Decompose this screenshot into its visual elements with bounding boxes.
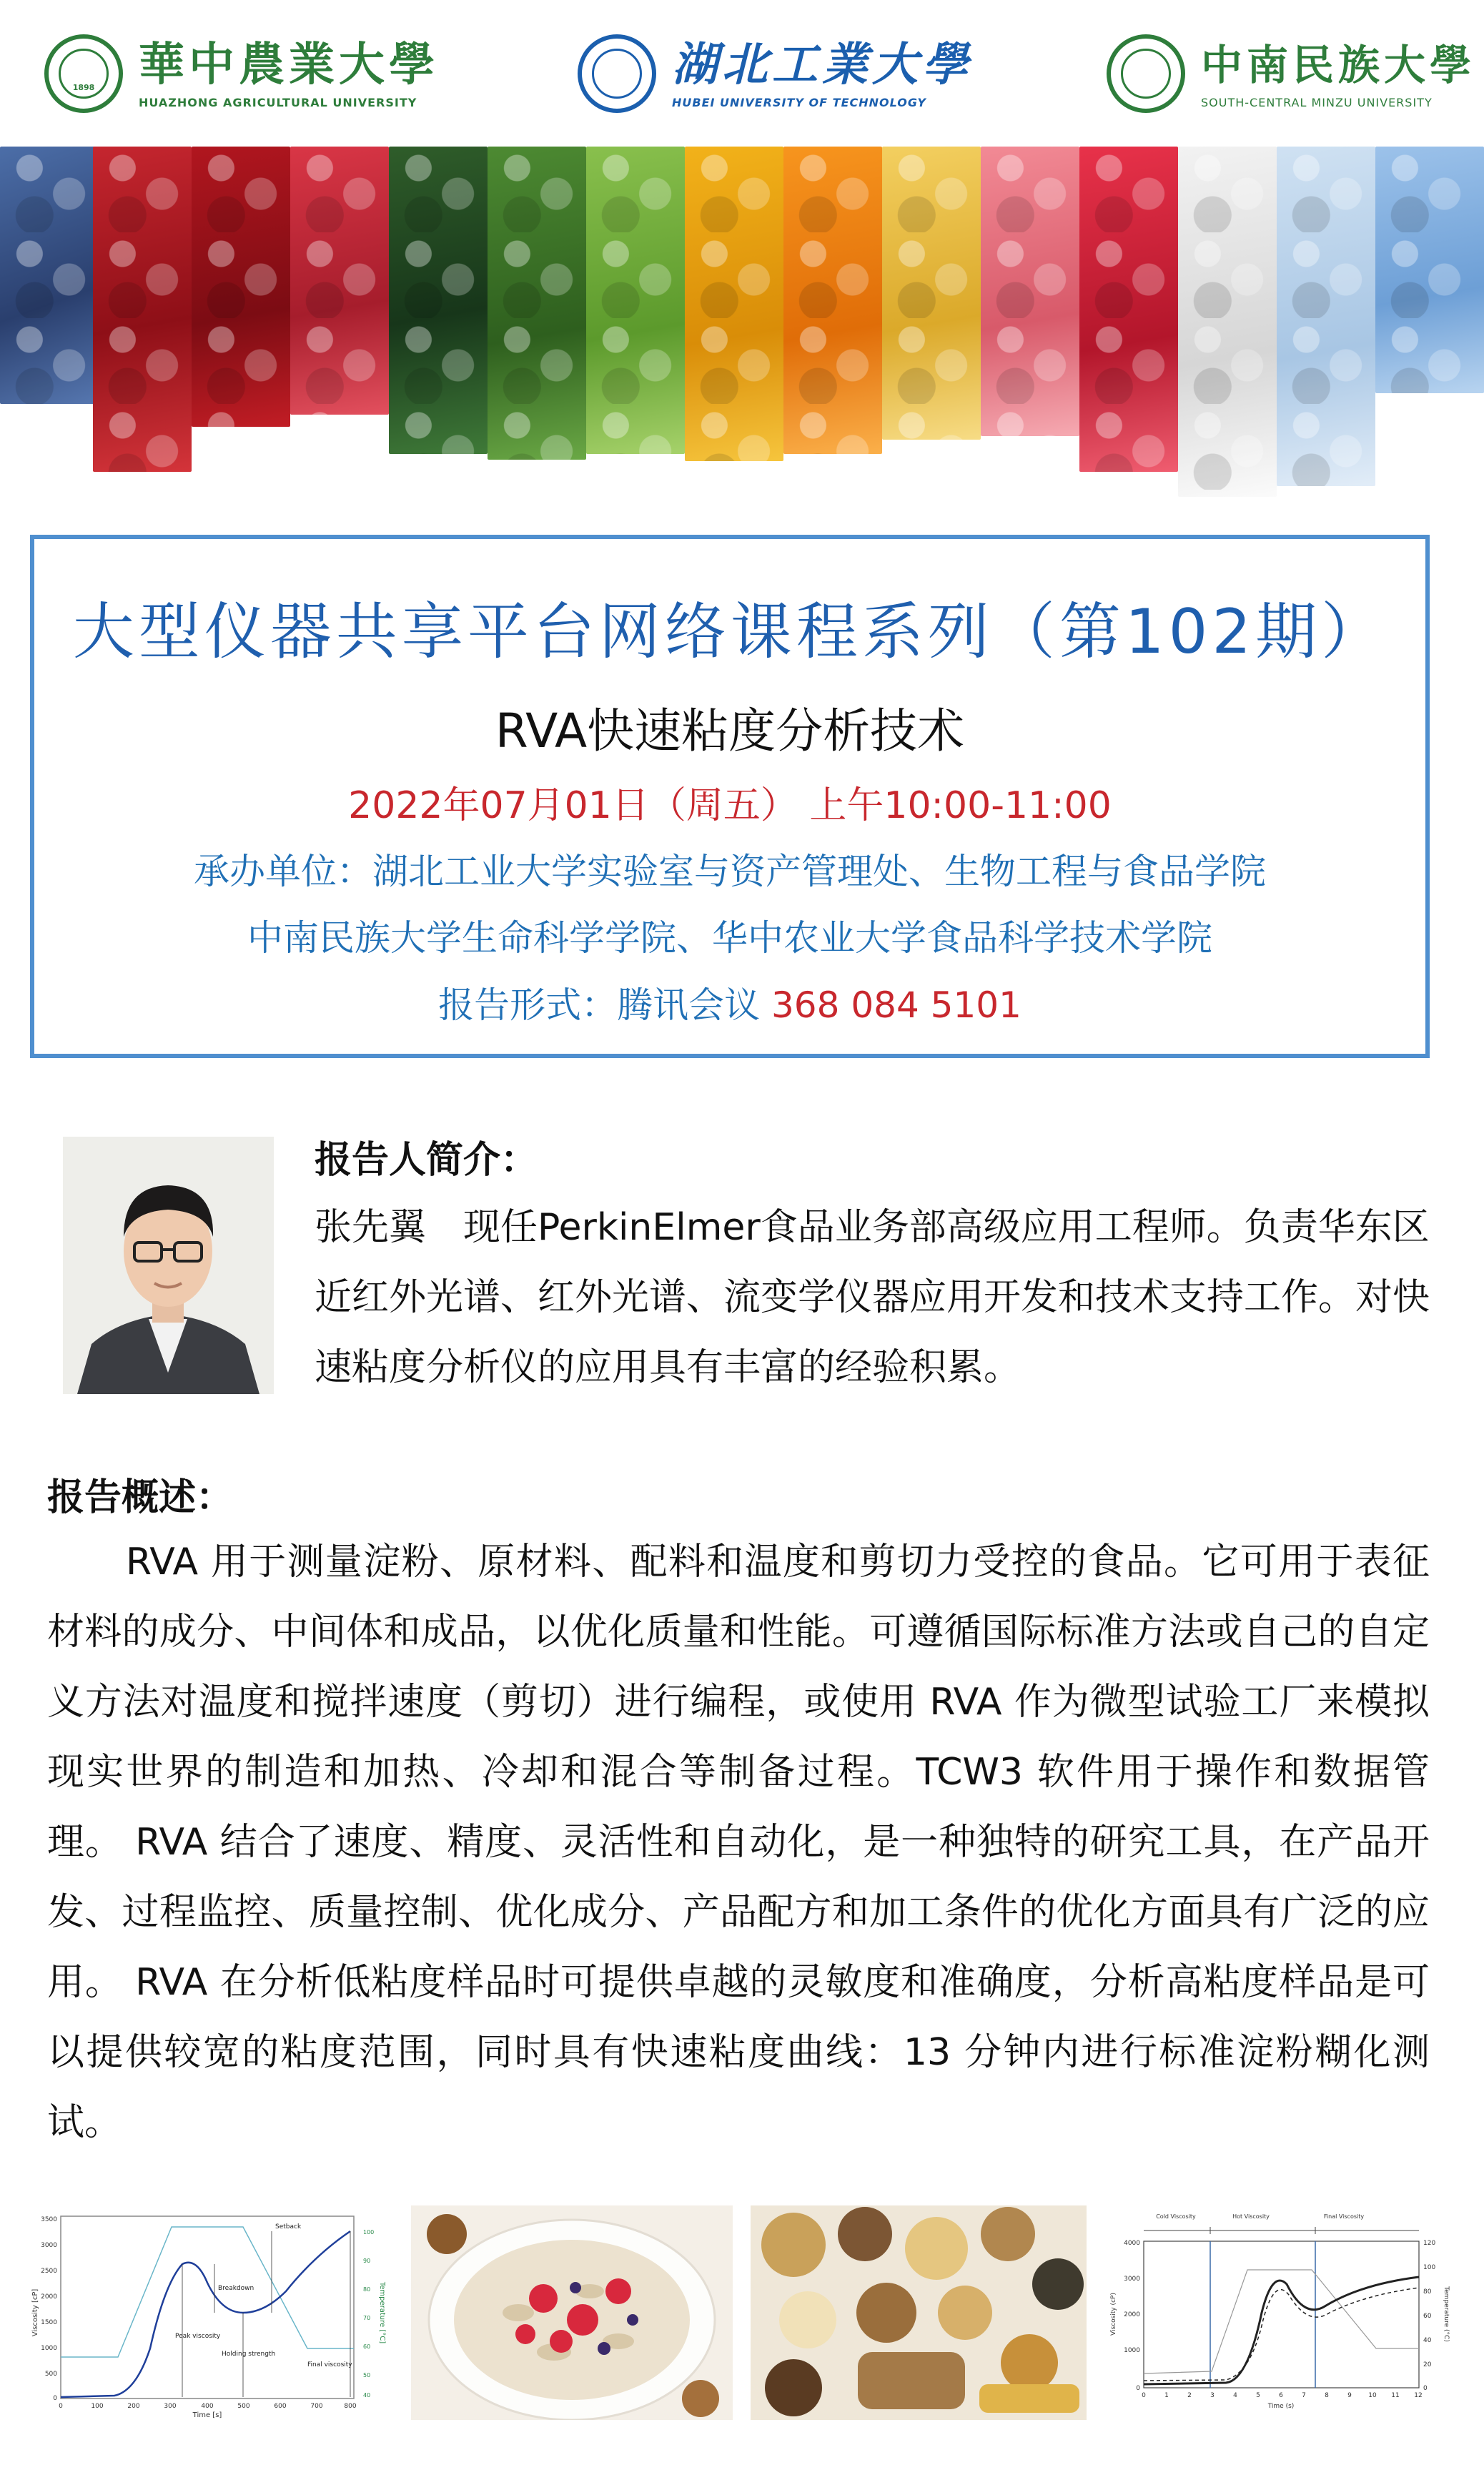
rva-xlabel: Time [s]	[192, 2411, 222, 2419]
profile-ytick: 0	[1136, 2385, 1140, 2392]
profile-xtick: 3	[1210, 2392, 1215, 2399]
profile-xtick: 7	[1302, 2392, 1306, 2399]
rva-y2tick: 70	[363, 2315, 371, 2321]
event-host-line1: 承办单位：湖北工业大学实验室与资产管理处、生物工程与食品学院	[194, 851, 1266, 892]
phase-cold-label: Cold Viscosity	[1156, 2213, 1196, 2220]
rva-ytick: 2000	[41, 2293, 57, 2301]
profile-xtick: 4	[1233, 2392, 1237, 2399]
hubei-seal-icon	[578, 34, 656, 113]
oatmeal-bowl-photo	[411, 2205, 733, 2420]
rva-ytick: 1500	[41, 2319, 57, 2326]
rva-ytick: 2500	[41, 2268, 57, 2275]
viscosity-profile-chart	[1104, 2205, 1455, 2420]
huazhong-seal-icon	[44, 34, 123, 113]
redpill-strip	[1079, 147, 1178, 472]
cherry-strip	[93, 147, 192, 472]
rva-y2tick: 40	[363, 2392, 371, 2399]
hubei-name-cn: 湖北工業大學	[672, 37, 972, 92]
profile-ytick: 3000	[1124, 2276, 1140, 2283]
huazhong-name-en: HUAZHONG AGRICULTURAL UNIVERSITY	[139, 95, 417, 109]
profile-ytick: 1000	[1124, 2347, 1140, 2354]
speaker-bio: 张先翼 现任PerkinElmer食品业务部高级应用工程师。负责华东区近红外光谱、红外光谱、流变学仪器应用开发和技术支持工作。对快速粘度分析仪的应用具有丰富的经验积累。	[315, 1206, 1430, 1389]
logo-huazhong	[44, 27, 439, 120]
profile-xtick: 0	[1142, 2392, 1146, 2399]
rva-y2tick: 100	[363, 2229, 375, 2236]
rva-y2tick: 90	[363, 2258, 371, 2264]
zhongnan-name-en: SOUTH-CENTRAL MINZU UNIVERSITY	[1201, 95, 1433, 109]
event-format	[34, 977, 1425, 1028]
profile-xtick: 2	[1187, 2392, 1192, 2399]
rva-label-peak: Peak viscosity	[175, 2333, 221, 2340]
rva-label-setback: Setback	[275, 2223, 302, 2231]
speaker-photo	[63, 1137, 274, 1394]
huazhong-seal-text: 1898	[72, 83, 95, 92]
rva-label-breakdown: Breakdown	[218, 2285, 254, 2292]
rva-ylabel: Viscosity [cP]	[31, 2288, 39, 2337]
redcurrant-strip	[192, 147, 290, 427]
rva-label-holding: Holding strength	[222, 2351, 276, 2358]
overview-heading: 报告概述：	[47, 1476, 234, 1519]
whitepill-strip	[1178, 147, 1277, 497]
rva-xtick: 100	[91, 2403, 104, 2410]
rva-ytick: 500	[44, 2371, 57, 2378]
rva-ytick: 0	[53, 2395, 57, 2402]
rva-label-final: Final viscosity	[307, 2361, 352, 2368]
zhongnan-name-cn: 中南民族大學	[1201, 40, 1476, 89]
profile-y2tick: 0	[1423, 2385, 1428, 2392]
raspberry-strip	[290, 147, 389, 415]
rva-ytick: 3000	[41, 2242, 57, 2249]
profile-xtick: 5	[1256, 2392, 1260, 2399]
event-datetime: 2022年07月01日（周五） 上午10:00-11:00	[348, 784, 1112, 827]
bluepill-strip	[1375, 147, 1484, 393]
rva-curve-chart	[29, 2205, 386, 2420]
rva-xtick: 200	[127, 2403, 140, 2410]
profile-xlabel: Time (s)	[1267, 2403, 1295, 2410]
profile-ylabel: Viscosity (cP)	[1110, 2293, 1117, 2336]
rva-xtick: 300	[164, 2403, 177, 2410]
event-subtitle: RVA快速粘度分析技术	[495, 703, 965, 759]
lightbluepill-strip	[1277, 147, 1375, 486]
orange-strip	[783, 147, 882, 454]
rva-y2tick: 50	[363, 2372, 371, 2378]
rva-xtick: 600	[274, 2403, 287, 2410]
pinkpill-strip	[981, 147, 1079, 436]
rva-ytick: 3500	[41, 2216, 57, 2223]
profile-y2tick: 120	[1423, 2240, 1436, 2247]
phase-hot-label: Hot Viscosity	[1232, 2213, 1270, 2220]
profile-xtick: 12	[1414, 2392, 1423, 2399]
profile-ytick: 2000	[1124, 2311, 1140, 2318]
profile-y2tick: 80	[1423, 2288, 1432, 2296]
event-format-label: 报告形式：腾讯会议	[438, 984, 771, 1026]
blueberry-strip	[0, 147, 99, 404]
profile-xtick: 10	[1368, 2392, 1377, 2399]
rva-xtick: 500	[237, 2403, 250, 2410]
profile-xtick: 11	[1391, 2392, 1400, 2399]
cucumber-strip	[389, 147, 488, 454]
logo-hubei	[578, 27, 972, 120]
capsule-strip	[882, 147, 981, 440]
overview-body: RVA 用于测量淀粉、原材料、配料和温度和剪切力受控的食品。它可用于表征材料的成分、中间体和成品，以优化质量和性能。可遵循国际标准方法或自己的自定义方法对温度和搅拌速度（剪切）进行编程，或使用 RVA 作为微型试验工厂来模拟现实世界的制造和加热、冷却和混合等制备过程。TCW3 软件用于操作和数据管理。 RVA 结合了速度、精度、灵活性和自动化，是一种独特的研究工具，在产品开发、过程监控、质量控制、优化成分、产品配方和加工条件的优化方面具有广泛的应用。 RVA 在分析低粘度样品时可提供卓越的灵敏度和准确度，分析高粘度样品是可以提供较宽的粘度范围，同时具有快速粘度曲线：13 分钟内进行标准淀粉糊化测试。	[47, 1541, 1430, 2144]
rva-xtick: 400	[201, 2403, 214, 2410]
event-host-line2: 中南民族大学生命科学学院、华中农业大学食品科学技术学院	[247, 917, 1212, 959]
speaker-heading: 报告人简介：	[315, 1139, 538, 1182]
phase-final-label: Final Viscosity	[1323, 2213, 1365, 2220]
profile-xtick: 1	[1164, 2392, 1169, 2399]
broccoli-strip	[488, 147, 586, 460]
rva-xtick: 700	[310, 2403, 323, 2410]
huazhong-name-cn: 華中農業大學	[139, 37, 439, 92]
rva-y2tick: 80	[363, 2286, 371, 2293]
profile-xtick: 9	[1347, 2392, 1352, 2399]
event-title: 大型仪器共享平台网络课程系列（第102期）	[72, 596, 1387, 668]
rva-y2label: Temperature [°C]	[378, 2281, 386, 2344]
speaker-portrait-icon	[63, 1137, 274, 1394]
profile-xtick: 8	[1325, 2392, 1329, 2399]
logo-zhongnan	[1107, 27, 1475, 120]
grains-photo	[751, 2205, 1087, 2420]
rva-y2tick: 60	[363, 2343, 371, 2350]
profile-y2tick: 40	[1423, 2337, 1432, 2344]
event-info-box	[30, 535, 1430, 1058]
rva-ytick: 1000	[41, 2345, 57, 2352]
profile-y2tick: 100	[1423, 2264, 1436, 2271]
profile-y2label: Temperature (°C)	[1443, 2286, 1450, 2342]
zhongnan-seal-icon	[1107, 34, 1185, 113]
greenleaf-strip	[586, 147, 685, 454]
hubei-name-en: HUBEI UNIVERSITY OF TECHNOLOGY	[672, 95, 926, 109]
profile-xtick: 6	[1279, 2392, 1283, 2399]
profile-y2tick: 20	[1423, 2361, 1432, 2368]
food-banner-image	[0, 147, 1484, 518]
rva-xtick: 0	[59, 2403, 63, 2410]
profile-y2tick: 60	[1423, 2313, 1432, 2320]
meeting-id: 368 084 5101	[771, 984, 1022, 1026]
yellowfruit-strip	[685, 147, 783, 461]
profile-ytick: 4000	[1124, 2240, 1140, 2247]
rva-xtick: 800	[344, 2403, 357, 2410]
